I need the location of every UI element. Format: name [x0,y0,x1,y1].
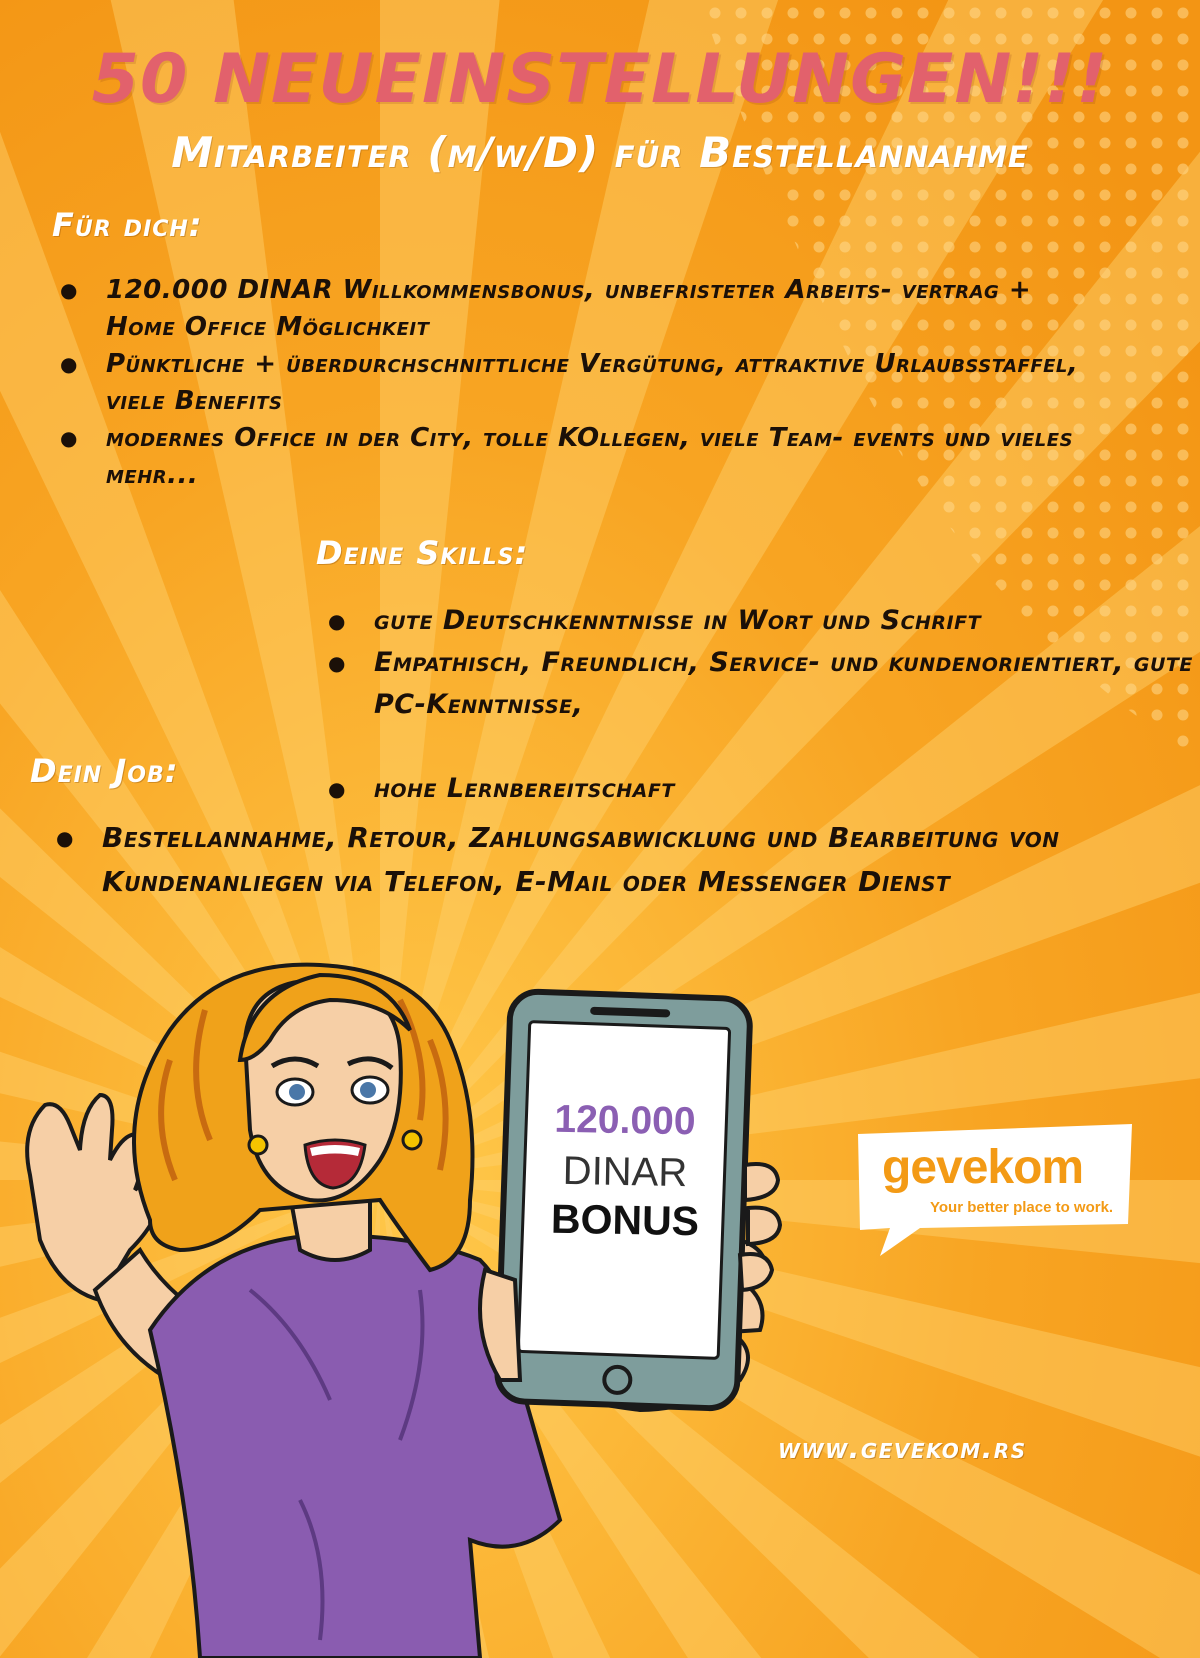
phone-bonus-label: BONUS [550,1195,700,1245]
page-title: 50 NEUEINSTELLUNGEN!!! [91,40,1109,119]
list-item: ● 120.000 DINAR Willkommensbonus, unbefristeter Arbeits- vertrag + Home Office Möglichkeit [106,272,1086,346]
gevekom-logo: gevekom [882,1141,1084,1194]
phone-bonus-amount: 120.000 [554,1097,696,1144]
list-item: ● Bestellannahme, Retour, Zahlungsabwicklung und Bearbeitung von Kundenanliegen via Telefon, E-Mail oder Messenger Dienst [102,816,1200,904]
phone-bonus-currency: DINAR [562,1148,688,1196]
job-heading: Dein Job: [30,752,179,790]
job-list [54,816,1200,904]
list-item: ● modernes Office in der City, tolle KOllegen, viele Team- events und vieles mehr... [106,420,1086,494]
woman-holding-phone-illustration [0,930,1200,1658]
job-title: Mitarbeiter (m/w/D) für Bestellannahme [171,128,1029,177]
skills-list [326,600,1200,810]
list-item: ● hohe Lernbereitschaft [374,768,1200,810]
website-link[interactable]: www.gevekom.rs [778,1432,1027,1465]
skills-heading: Deine Skills: [316,534,529,572]
logo-tagline: Your better place to work. [930,1199,1114,1216]
list-item: ● Empathisch, Freundlich, Service- und kundenorientiert, gute PC-Kenntnisse, [374,642,1200,726]
benefits-list [58,272,1086,494]
list-item: ● gute Deutschkenntnisse in Wort und Schrift [374,600,1200,642]
list-item: ● Pünktliche + überdurchschnittliche Vergütung, attraktive Urlaubsstaffel, viele Benefits [106,346,1086,420]
benefits-heading: Für dich: [52,206,203,244]
